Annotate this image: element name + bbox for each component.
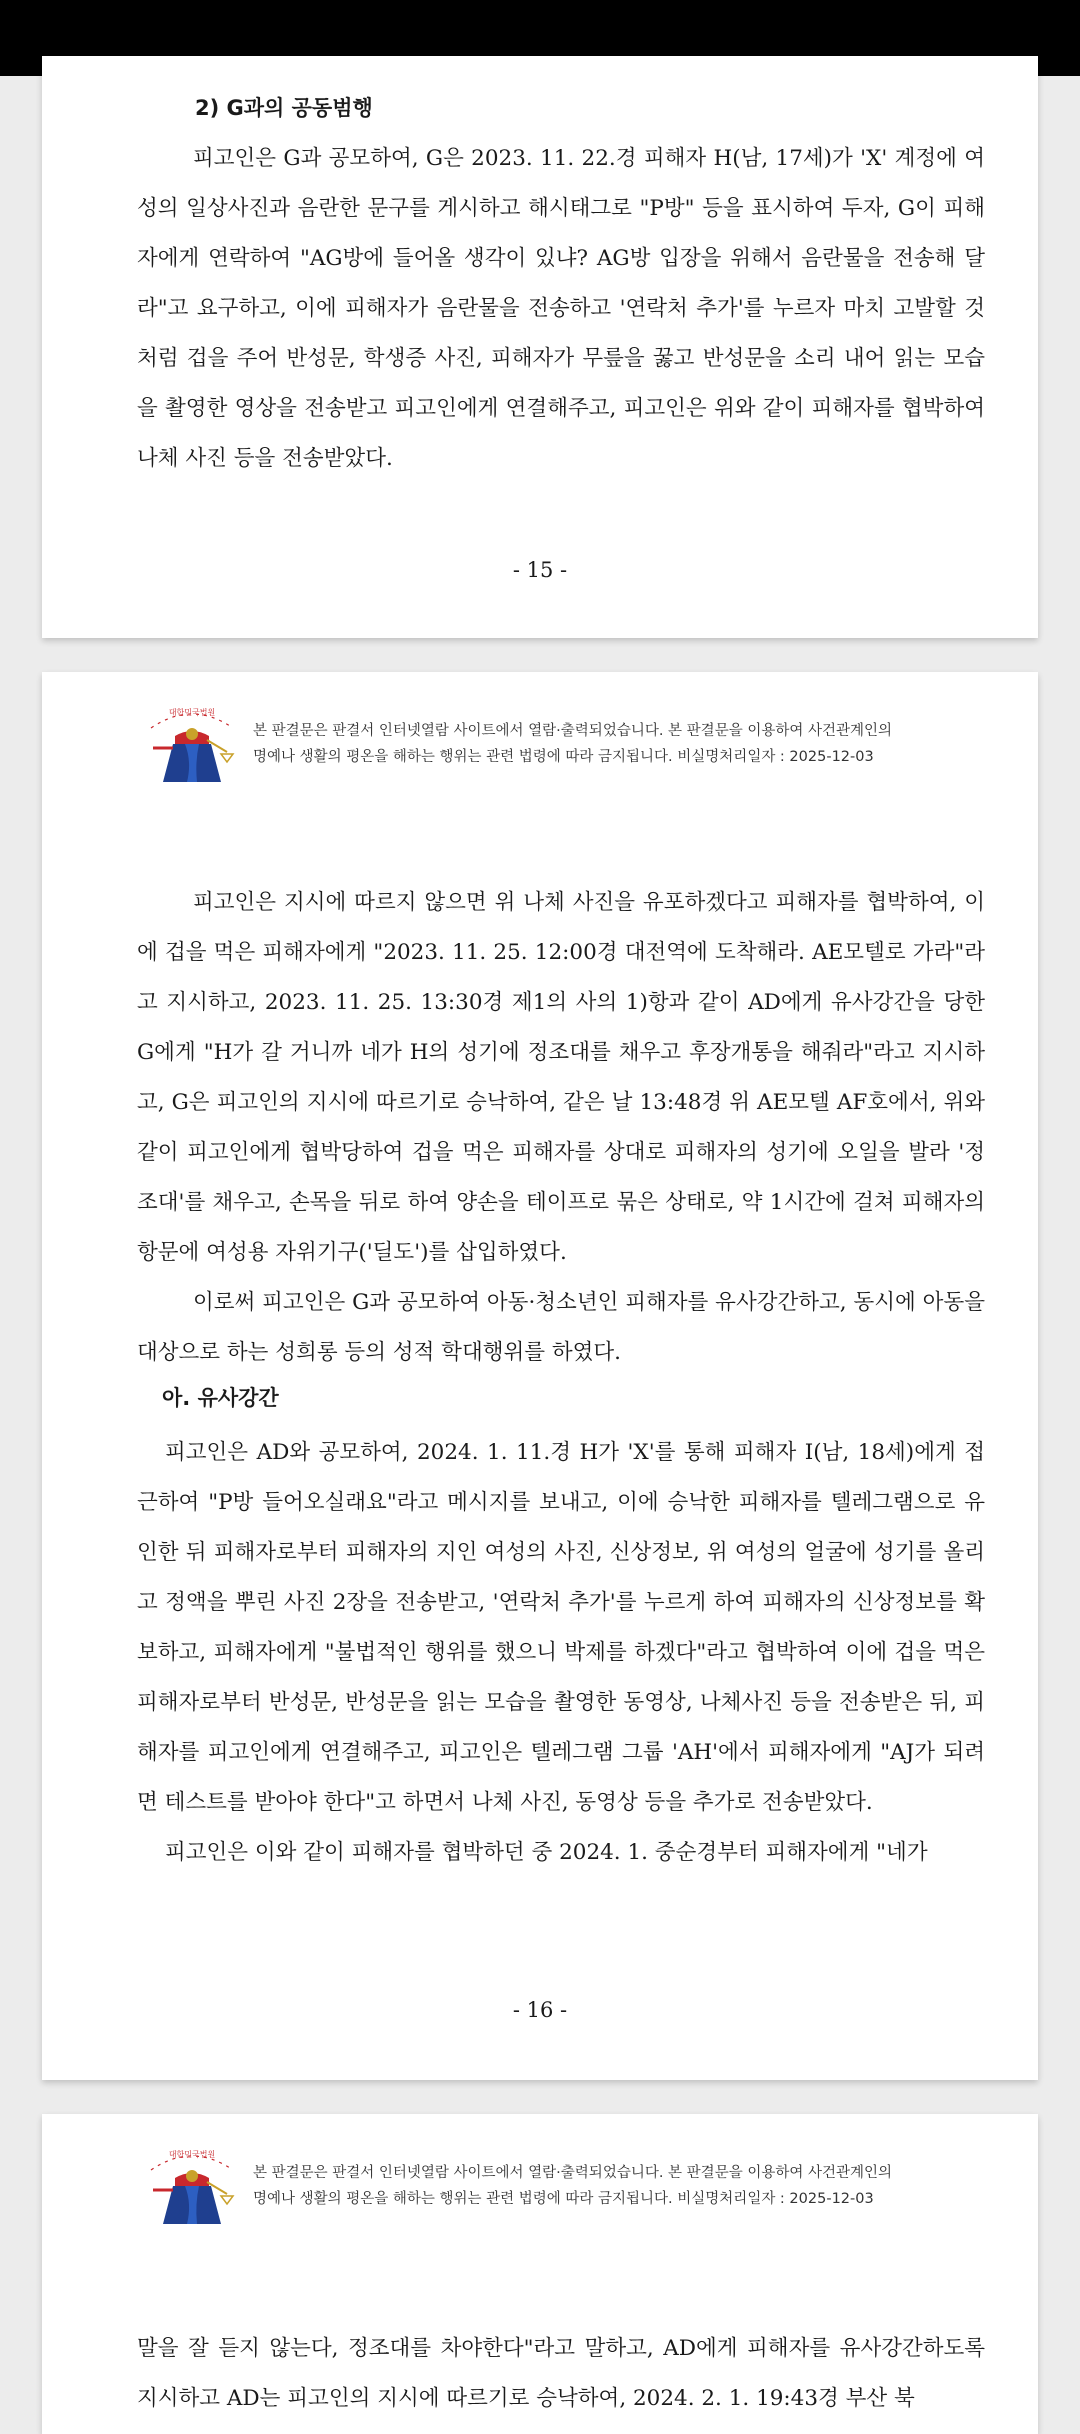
body-paragraph: 피고인은 지시에 따르지 않으면 위 나체 사진을 유포하겠다고 피해자를 협박하여, 이에 겁을 먹은 피해자에게 "2023. 11. 25. 12:00경 대전역에 도착해라. AE모텔로 가라"라고 지시하고, 2023. 11. 25. 13:30경 제1의 사의 1)항과 같이 AD에게 유사강간을 당한 G에게 "H가 갈 거니까 네가 H의 성기에 정조대를 채우고 후장개통을 해줘라"라고 지시하고, G은 피고인의 지시에 따르기로 승낙하여, 같은 날 13:48경 위 AE모텔 AF호에서, 위와 같이 피고인에게 협박당하여 겁을 먹은 피해자를 상대로 피해자의 성기에 오일을 발라 '정조대'를 채우고, 손목을 뒤로 하여 양손을 테이프로 묶은 상태로, 약 1시간에 걸쳐 피해자의 항문에 여성용 자위기구('딜도')를 삽입하였다. [137,890,985,1265]
court-emblem-icon [137,2146,247,2226]
document-page-17 [42,2114,1038,2434]
body-paragraph: 피고인은 AD와 공모하여, 2024. 1. 11.경 H가 'X'를 통해 피해자 I(남, 18세)에게 접근하여 "P방 들어오실래요"라고 메시지를 보내고, 이에 승낙한 피해자를 텔레그램으로 유인한 뒤 피해자로부터 피해자의 지인 여성의 사진, 신상정보, 위 여성의 얼굴에 성기를 올리고 정액을 뿌린 사진 2장을 전송받고, '연락처 추가'를 누르게 하여 피해자의 신상정보를 확보하고, 피해자에게 "불법적인 행위를 했으니 박제를 하겠다"라고 협박하여 이에 겁을 먹은 피해자로부터 반성문, 반성문을 읽는 모습을 촬영한 동영상, 나체사진 등을 전송받은 뒤, 피해자를 피고인에게 연결해주고, 피고인은 텔레그램 그룹 'AH'에서 피해자에게 "AJ가 되려면 테스트를 받아야 한다"고 하면서 나체 사진, 동영상 등을 추가로 전송받았다. [137,1440,985,1815]
page-number: - 15 - [512,558,568,582]
body-paragraph: 피고인은 G과 공모하여, G은 2023. 11. 22.경 피해자 H(남, 17세)가 'X' 계정에 여성의 일상사진과 음란한 문구를 게시하고 해시태그로 "P방" 등을 표시하여 두자, G이 피해자에게 연락하여 "AG방에 들어올 생각이 있냐? AG방 입장을 위해서 음란물을 전송해 달라"고 요구하고, 이에 피해자가 음란물을 전송하고 '연락처 추가'를 누르자 마치 고발할 것처럼 겁을 주어 반성문, 학생증 사진, 피해자가 무릎을 꿇고 반성문을 소리 내어 읽는 모습을 촬영한 영상을 전송받고 피고인에게 연결해주고, 피고인은 위와 같이 피해자를 협박하여 나체 사진 등을 전송받았다. [137,146,985,471]
body-paragraph: 말을 잘 듣지 않는다, 정조대를 차야한다"라고 말하고, AD에게 피해자를 유사강간하도록 지시하고 AD는 피고인의 지시에 따르기로 승낙하여, 2024. 2. 1. 19:43경 부산 북 [137,2336,985,2411]
svg-text:대한민국법원: 대한민국법원 [168,708,216,717]
court-notice [137,704,997,784]
section-heading: 아. 유사강간 [162,1386,279,1410]
body-paragraph: 피고인은 이와 같이 피해자를 협박하던 중 2024. 1. 중순경부터 피해자에게 "네가 [165,1840,928,1865]
svg-text:대한민국법원: 대한민국법원 [168,2150,216,2159]
section-heading: 2) G과의 공동범행 [195,96,373,120]
court-emblem-icon [137,704,247,784]
body-paragraph: 이로써 피고인은 G과 공모하여 아동·청소년인 피해자를 유사강간하고, 동시에 아동을 대상으로 하는 성희롱 등의 성적 학대행위를 하였다. [137,1290,985,1365]
document-page-15 [42,56,1038,638]
notice-line-2: 명예나 생활의 평온을 해하는 행위는 관련 법령에 따라 금지됩니다. 비실명처리일자 : 2025-12-03 [253,749,874,765]
notice-line-2: 명예나 생활의 평온을 해하는 행위는 관련 법령에 따라 금지됩니다. 비실명처리일자 : 2025-12-03 [253,2191,874,2207]
page-number: - 16 - [512,1998,568,2022]
notice-line-1: 본 판결문은 판결서 인터넷열람 사이트에서 열람·출력되었습니다. 본 판결문을 이용하여 사건관계인의 [253,2165,892,2181]
document-page-16 [42,672,1038,2080]
notice-line-1: 본 판결문은 판결서 인터넷열람 사이트에서 열람·출력되었습니다. 본 판결문을 이용하여 사건관계인의 [253,723,892,739]
court-notice [137,2146,997,2226]
